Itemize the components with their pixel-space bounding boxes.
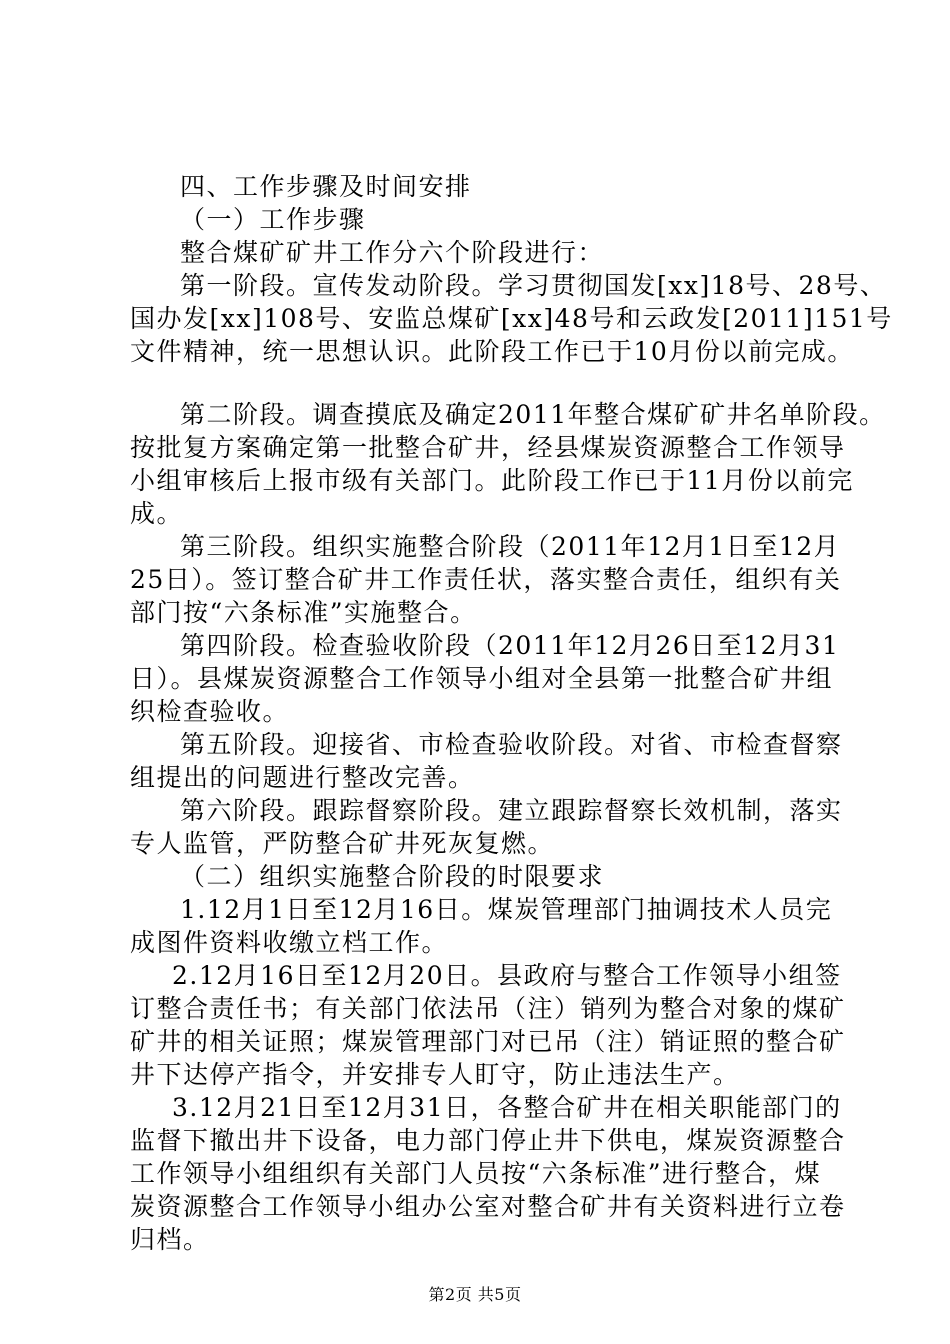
paragraph-line: 第三阶段。组织实施整合阶段（2011年12月1日至12月: [180, 532, 841, 561]
subsection-heading: （二）组织实施整合阶段的时限要求: [180, 862, 605, 891]
section-heading: 四、工作步骤及时间安排: [180, 172, 472, 201]
paragraph-line: 第六阶段。跟踪督察阶段。建立跟踪督察长效机制，落实: [180, 796, 843, 825]
paragraph-line: 工作领导小组组织有关部门人员按“六条标准”进行整合，煤: [130, 1159, 822, 1188]
paragraph-line: 归档。: [130, 1225, 210, 1254]
paragraph-line: 日）。县煤炭资源整合工作领导小组对全县第一批整合矿井组: [130, 664, 834, 693]
paragraph-line: 组提出的问题进行整改完善。: [130, 763, 475, 792]
paragraph-line: 第一阶段。宣传发动阶段。学习贯彻国发[xx]18号、28号、: [180, 271, 887, 300]
paragraph-line: 25日）。签订整合矿井工作责任状，落实整合责任，组织有关: [130, 565, 842, 594]
paragraph-line: 专人监管，严防整合矿井死灰复燃。: [130, 829, 555, 858]
paragraph-line: 3.12月21日至12月31日，各整合矿井在相关职能部门的: [172, 1093, 842, 1122]
paragraph-line: 2.12月16日至12月20日。县政府与整合工作领导小组签: [172, 961, 842, 990]
paragraph-line: 国办发[xx]108号、安监总煤矿[xx]48号和云政发[2011]151号: [130, 304, 893, 333]
paragraph-line: 炭资源整合工作领导小组办公室对整合矿井有关资料进行立卷: [130, 1192, 846, 1221]
page-number-footer: 第2页 共5页: [428, 1285, 522, 1304]
subsection-heading: （一）工作步骤: [180, 205, 366, 234]
paragraph-line: 部门按“六条标准”实施整合。: [130, 598, 477, 627]
paragraph-line: 按批复方案确定第一批整合矿井，经县煤炭资源整合工作领导: [130, 433, 846, 462]
paragraph-line: 织检查验收。: [130, 697, 290, 726]
paragraph-line: 井下达停产指令，并安排专人盯守，防止违法生产。: [130, 1060, 740, 1089]
paragraph-line: 小组审核后上报市级有关部门。此阶段工作已于11月份以前完: [130, 466, 854, 495]
paragraph-gap: [130, 368, 830, 398]
paragraph-line: 矿井的相关证照；煤炭管理部门对已吊（注）销证照的整合矿: [130, 1027, 846, 1056]
paragraph-line: 整合煤矿矿井工作分六个阶段进行：: [180, 238, 605, 267]
paragraph-line: 1.12月1日至12月16日。煤炭管理部门抽调技术人员完: [180, 895, 833, 924]
paragraph-line: 文件精神，统一思想认识。此阶段工作已于10月份以前完成。: [130, 337, 854, 366]
paragraph-line: 第五阶段。迎接省、市检查验收阶段。对省、市检查督察: [180, 730, 843, 759]
paragraph-line: 监督下撤出井下设备，电力部门停止井下供电，煤炭资源整合: [130, 1126, 846, 1155]
paragraph-line: 成图件资料收缴立档工作。: [130, 928, 449, 957]
paragraph-line: 成。: [130, 499, 184, 528]
document-body: [130, 170, 893, 1256]
paragraph-line: 订整合责任书；有关部门依法吊（注）销列为整合对象的煤矿: [130, 994, 846, 1023]
paragraph-line: 第四阶段。检查验收阶段（2011年12月26日至12月31: [180, 631, 840, 660]
paragraph-line: 第二阶段。调查摸底及确定2011年整合煤矿矿井名单阶段。: [180, 400, 886, 429]
